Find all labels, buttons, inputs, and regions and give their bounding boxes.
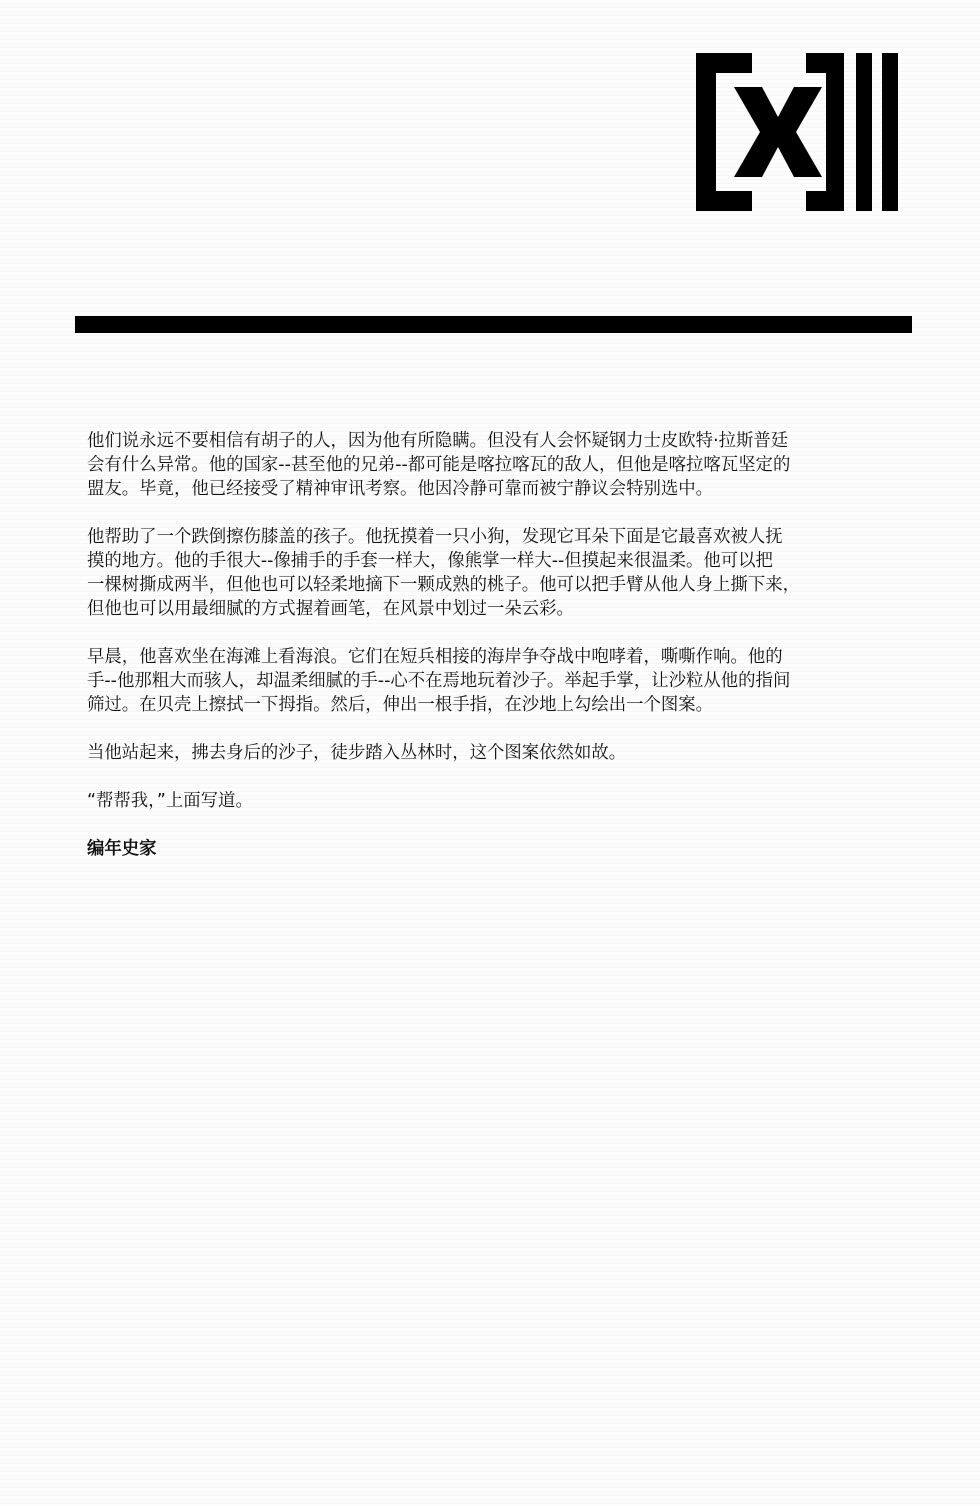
- x-bracket-logo-icon: [696, 53, 898, 211]
- signature: 编年史家: [87, 839, 157, 859]
- divider-bar: [75, 316, 912, 333]
- paragraph-4: 当他站起来，拂去身后的沙子，徒步踏入丛林时，这个图案依然如故。: [87, 743, 627, 763]
- paragraph-1: 他们说永远不要相信有胡子的人，因为他有所隐瞒。但没有人会怀疑钢力士皮欧特·拉斯普廷 会有什么异常。他的国家--甚至他的兄弟--都可能是喀拉喀瓦的敌人，但他是喀拉喀瓦坚定的 盟友。毕竟，他已经接受了精神审讯考察。他因冷静可靠而被宁静议会特别选中。: [87, 431, 791, 499]
- paragraph-3: 早晨，他喜欢坐在海滩上看海浪。它们在短兵相接的海岸争夺战中咆哮着，嘶嘶作响。他的 手--他那粗大而骇人，却温柔细腻的手--心不在焉地玩着沙子。举起手掌，让沙粒从他的指间 筛过。在贝壳上擦拭一下拇指。然后，伸出一根手指，在沙地上勾绘出一个图案。: [87, 647, 791, 715]
- paragraph-2: 他帮助了一个跌倒擦伤膝盖的孩子。他抚摸着一只小狗，发现它耳朵下面是它最喜欢被人抚 摸的地方。他的手很大--像捕手的手套一样大，像熊掌一样大--但摸起来很温柔。他可以把 一棵树撕成两半，但他也可以轻柔地摘下一颗成熟的桃子。他可以把手臂从他人身上撕下来， 但他也可以用最细腻的方式握着画笔，在风景中划过一朵云彩。: [87, 527, 801, 619]
- paragraph-5: “帮帮我，”上面写道。: [87, 791, 253, 811]
- article-body: [87, 429, 897, 861]
